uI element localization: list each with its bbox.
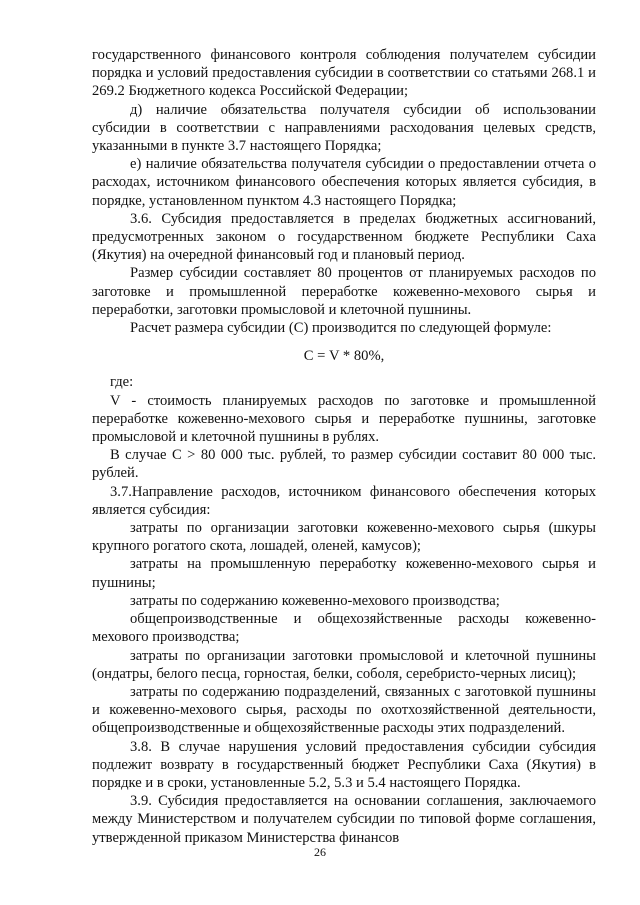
paragraph: Размер субсидии составляет 80 процентов от планируемых расходов по заготовке и промышленной переработке кожевенно-мехового сырья и переработки, заготовки промысловой и клеточной пушнины. bbox=[92, 265, 596, 318]
paragraph: затраты по содержанию кожевенно-мехового производства; bbox=[130, 592, 500, 609]
paragraph: затраты по содержанию подразделений, связанных с заготовкой пушнины и кожевенно-мехового сырья, расходы по охотхозяйственной деятельности, общепроизводственные и общехозяйственные расходы этих подразделений. bbox=[92, 683, 596, 737]
paragraph: государственного финансового контроля соблюдения получателем субсидии порядка и условий предоставления субсидии в соответствии со статьями 268.1 и 269.2 Бюджетного кодекса Российской Федерации; bbox=[92, 47, 596, 100]
paragraph: д) наличие обязательства получателя субсидии об использовании субсидии в соответствии с направлениями расходования целевых средств, указанными в пункте 3.7 настоящего Порядка; bbox=[92, 101, 596, 155]
page-number: 26 bbox=[314, 845, 326, 859]
paragraph: V - стоимость планируемых расходов по заготовке и промышленной переработке кожевенно-мехового сырья и переработке пушнины, заготовке промысловой и клеточной пушнины в рублях. bbox=[92, 392, 596, 446]
paragraph: 3.7.Направление расходов, источником финансового обеспечения которых является субсидия: bbox=[92, 483, 596, 518]
paragraph: е) наличие обязательства получателя субсидии о предоставлении отчета о расходах, источником финансового обеспечения которых является субсидия, в порядке, установленном пунктом 4.3 настоящего Порядка; bbox=[92, 156, 596, 209]
paragraph: затраты на промышленную переработку кожевенно-мехового сырья и пушнины; bbox=[92, 556, 596, 591]
paragraph: В случае С > 80 000 тыс. рублей, то размер субсидии составит 80 000 тыс. рублей. bbox=[92, 447, 596, 482]
paragraph: общепроизводственные и общехозяйственные расходы кожевенно-мехового производства; bbox=[92, 611, 596, 646]
formula: С = V * 80%, bbox=[303, 348, 385, 365]
paragraph: 3.9. Субсидия предоставляется на основании соглашения, заключаемого между Министерством и получателем субсидии по типовой форме соглашения, утвержденной приказом Министерства финансов bbox=[92, 793, 596, 846]
paragraph: 3.6. Субсидия предоставляется в пределах бюджетных ассигнований, предусмотренных законом о государственном бюджете Республики Саха (Якутия) на очередной финансовый год и плановый период. bbox=[92, 210, 596, 264]
paragraph: 3.8. В случае нарушения условий предоставления субсидии субсидия подлежит возврату в государственный бюджет Республики Саха (Якутия) в порядке и в сроки, установленные 5.2, 5.3 и 5.4 настоящего Порядка. bbox=[92, 738, 596, 791]
body-text bbox=[92, 46, 596, 847]
paragraph: затраты по организации заготовки промысловой и клеточной пушнины (ондатры, белого песца, горностая, белки, соболя, серебристо-черных лисиц); bbox=[92, 647, 596, 682]
paragraph: затраты по организации заготовки кожевенно-мехового сырья (шкуры крупного рогатого скота, лошадей, оленей, камусов); bbox=[92, 520, 596, 555]
paragraph: где: bbox=[110, 374, 134, 391]
paragraph: Расчет размера субсидии (С) производится по следующей формуле: bbox=[130, 320, 552, 337]
